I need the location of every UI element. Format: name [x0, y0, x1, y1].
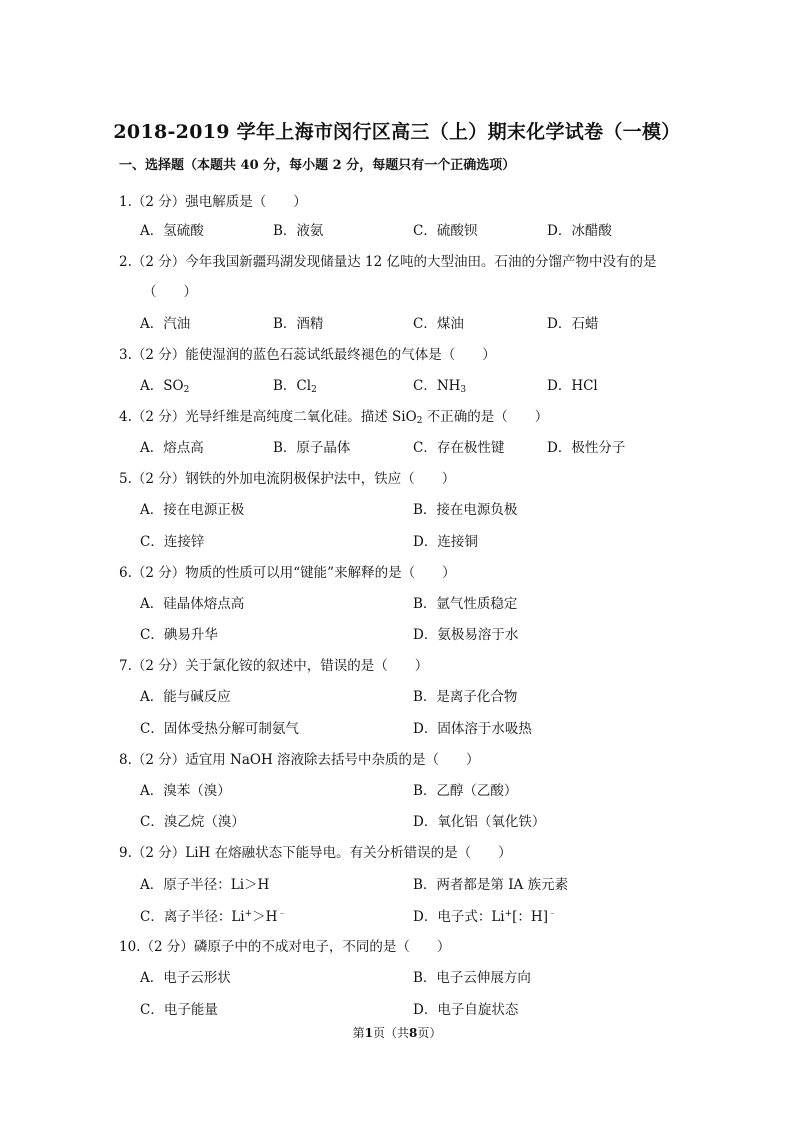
option-a: A．熔点高	[140, 440, 204, 456]
option-d: D．固体溶于水吸热	[413, 721, 532, 737]
option-a: A．$SO_2$	[140, 378, 190, 395]
option-d: D．极性分子	[547, 440, 626, 456]
option-b: B．是离子化合物	[413, 689, 518, 705]
question-1-options	[140, 219, 660, 237]
option-b: B．氩气性质稳定	[413, 596, 518, 612]
question-1: 1.（2 分）强电解质是（ ）	[119, 194, 307, 210]
question-10-options-row2	[140, 998, 660, 1016]
option-a: A．硅晶体熔点高	[140, 596, 245, 612]
section-heading: 一、选择题（本题共 40 分，每小题 2 分，每题只有一个正确选项）	[119, 158, 516, 173]
option-c: C．连接锌	[140, 534, 205, 550]
option-a: A．溴苯（溴）	[140, 783, 231, 799]
option-b: B．酒精	[273, 316, 324, 332]
option-b: B．乙醇（乙酸）	[413, 783, 518, 799]
question-7-options-row2	[140, 717, 660, 735]
option-a: A．能与碱反应	[140, 689, 231, 705]
question-4: 4.（2 分）光导纤维是高纯度二氧化硅。描述 SiO$_2$ 不正确的是（ ）	[119, 409, 549, 426]
option-c: C．$NH_3$	[413, 378, 467, 395]
option-c: C．电子能量	[140, 1002, 218, 1018]
page-footer: 第1页（共8页）	[352, 1026, 442, 1040]
option-c: C．溴乙烷（溴）	[140, 814, 245, 830]
option-b: B．$Cl_2$	[273, 378, 317, 395]
question-2-options	[140, 312, 660, 330]
option-a: A．氢硫酸	[140, 223, 204, 239]
question-10-options-row1	[140, 966, 660, 984]
question-8-options-row2	[140, 810, 660, 828]
option-b: B．原子晶体	[273, 440, 351, 456]
page-total: 8	[409, 1026, 418, 1040]
option-b: B．液氨	[273, 223, 324, 239]
question-10: 10.（2 分）磷原子中的不成对电子，不同的是（ ）	[119, 939, 451, 955]
question-4-options	[140, 436, 660, 454]
question-5-options-row1	[140, 498, 660, 516]
option-d: D．连接铜	[413, 534, 478, 550]
option-d: D．电子自旋状态	[413, 1002, 519, 1018]
option-a: A．电子云形状	[140, 970, 231, 986]
question-9: 9.（2 分）LiH 在熔融状态下能导电。有关分析错误的是（ ）	[119, 845, 512, 861]
question-3-options	[140, 374, 660, 395]
option-d: D．电子式：Li+[：H]﹣	[413, 909, 557, 925]
option-a: A．汽油	[140, 316, 191, 332]
question-8-options-row1	[140, 779, 660, 797]
option-d: D．HCl	[547, 378, 598, 394]
option-d: D．冰醋酸	[547, 223, 612, 239]
option-b: B．两者都是第 IA 族元素	[413, 877, 569, 893]
question-9-options-row1	[140, 873, 660, 891]
question-8: 8.（2 分）适宜用 NaOH 溶液除去括号中杂质的是（ ）	[119, 752, 480, 768]
question-6-options-row1	[140, 592, 660, 610]
question-2-continued: （ ）	[143, 284, 197, 300]
question-3: 3.（2 分）能使湿润的蓝色石蕊试纸最终褪色的气体是（ ）	[119, 347, 496, 363]
question-7-options-row1	[140, 685, 660, 703]
option-c: C．硫酸钡	[413, 223, 478, 239]
question-5: 5.（2 分）钢铁的外加电流阴极保护法中，铁应（ ）	[119, 471, 456, 487]
option-b: B．接在电源负极	[413, 502, 518, 518]
question-6-options-row2	[140, 623, 660, 641]
option-d: D．石蜡	[547, 316, 599, 332]
question-5-options-row2	[140, 530, 660, 548]
option-c: C．存在极性键	[413, 440, 505, 456]
option-a: A．原子半径：Li＞H	[140, 877, 270, 893]
option-c: C．固体受热分解可制氨气	[140, 721, 299, 737]
option-a: A．接在电源正极	[140, 502, 245, 518]
page-number: 1	[364, 1026, 373, 1040]
option-b: B．电子云伸展方向	[413, 970, 531, 986]
question-6: 6.（2 分）物质的性质可以用“键能”来解释的是（ ）	[119, 565, 456, 581]
question-9-options-row2	[140, 905, 660, 923]
question-2: 2.（2 分）今年我国新疆玛湖发现储量达 12 亿吨的大型油田。石油的分馏产物中没有的是	[119, 254, 657, 270]
option-c: C．碘易升华	[140, 627, 218, 643]
option-d: D．氨极易溶于水	[413, 627, 519, 643]
option-c: C．离子半径：Li+＞H﹣	[140, 909, 287, 925]
option-d: D．氧化铝（氧化铁）	[413, 814, 546, 830]
page-title: 2018-2019 学年上海市闵行区高三（上）期末化学试卷（一模）	[113, 121, 681, 143]
option-c: C．煤油	[413, 316, 464, 332]
question-7: 7.（2 分）关于氯化铵的叙述中，错误的是（ ）	[119, 658, 429, 674]
